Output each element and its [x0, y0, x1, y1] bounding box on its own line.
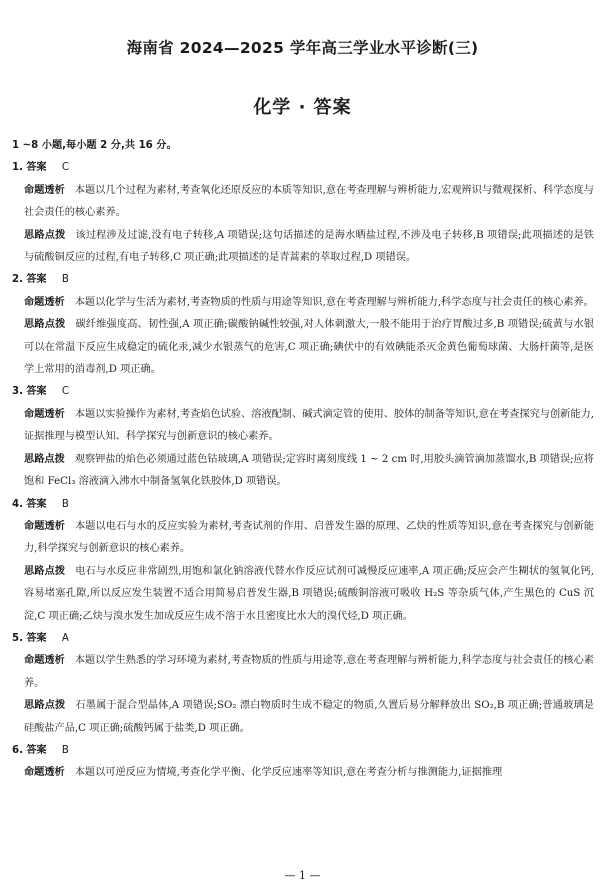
analysis-tag: 命题透析 — [24, 408, 65, 420]
question-header — [12, 740, 594, 762]
hint-text: 电石与水反应非常剧烈,用饱和氯化钠溶液代替水作反应试剂可减慢反应速率,A 项正确;反应会产生糊状的氢氧化钙,容易堵塞孔隙,所以反应发生装置不适合用简易启普发生器,B 项错误;硫酸铜溶液可吸收 H₂S 等杂质气体,产生黑色的 CuS 沉淀,C 项正确;乙炔与溴水发生加成反应生成不溶于水且密度比水大的溴代烃,D 项正确。 — [24, 565, 594, 622]
answer-value: C — [61, 162, 69, 174]
question-number: 2. — [12, 274, 23, 286]
hint-paragraph — [12, 695, 594, 740]
question-header — [12, 157, 594, 179]
analysis-text: 本题以几个过程为素材,考查氧化还原反应的本质等知识,意在考查理解与辨析能力,宏观辨识与微观探析、科学态度与社会责任的核心素养。 — [24, 184, 594, 219]
hint-tag: 思路点拨 — [24, 319, 66, 331]
answer-value: B — [61, 744, 69, 756]
hint-tag: 思路点拨 — [24, 229, 66, 241]
analysis-text: 本题以实验操作为素材,考查焰色试验、溶液配制、碱式滴定管的使用、胶体的制备等知识,意在考查探究与创新能力,证据推理与模型认知、科学探究与创新意识的核心素养。 — [24, 408, 594, 443]
document-title: 海南省 2024—2025 学年高三学业水平诊断(三) — [126, 39, 479, 57]
answer-label: 答案 — [26, 386, 47, 398]
hint-paragraph — [12, 449, 594, 494]
answer-value: C — [61, 386, 69, 398]
section-intro: 1 ~8 小题,每小题 2 分,共 16 分。 — [12, 140, 177, 151]
answer-label: 答案 — [26, 744, 47, 756]
document-subtitle: 化学 · 答案 — [253, 97, 352, 118]
question-header — [12, 628, 594, 650]
analysis-tag: 命题透析 — [24, 296, 65, 308]
question-header — [12, 269, 594, 291]
analysis-tag: 命题透析 — [24, 184, 65, 196]
analysis-tag: 命题透析 — [24, 520, 65, 532]
analysis-tag: 命题透析 — [24, 767, 65, 779]
answer-label: 答案 — [26, 274, 47, 286]
question-number: 6. — [12, 744, 23, 756]
answer-content — [12, 135, 594, 785]
hint-text: 石墨属于混合型晶体,A 项错误;SO₂ 漂白物质时生成不稳定的物质,久置后易分解释放出 SO₂,B 项正确;普通玻璃是硅酸盐产品,C 项正确;硫酸钙属于盐类,D 项正确。 — [24, 700, 594, 734]
hint-tag: 思路点拨 — [24, 453, 65, 465]
question-header — [12, 494, 594, 516]
hint-paragraph — [12, 314, 594, 381]
answer-value: B — [61, 498, 69, 510]
answer-value: A — [61, 632, 69, 644]
analysis-paragraph — [12, 292, 594, 314]
hint-tag: 思路点拨 — [24, 565, 66, 577]
hint-text: 该过程涉及过滤,没有电子转移,A 项错误;这句话描述的是海水晒盐过程,不涉及电子转移,B 项错误;此项描述的是铁与硫酸铜反应的过程,有电子转移,C 项正确;此项描述的是青蒿素的萃取过程,D 项错误。 — [24, 229, 595, 264]
hint-text: 碳纤维强度高、韧性强,A 项正确;碳酸钠碱性较强,对人体刺激大,一般不能用于治疗胃酸过多,B 项错误;硫黄与水银可以在常温下反应生成稳定的硫化汞,减少水银蒸气的危害,C 项正确;碘伏中的有效碘能杀灭金黄色葡萄球菌、大肠杆菌等,是医学上常用的消毒剂,D 项正确。 — [24, 319, 595, 376]
question-number: 1. — [12, 162, 23, 174]
analysis-text: 本题以可逆反应为情境,考查化学平衡、化学反应速率等知识,意在考查分析与推测能力,证据推理 — [74, 767, 503, 779]
question-number: 3. — [12, 386, 23, 398]
analysis-text: 本题以化学与生活为素材,考查物质的性质与用途等知识,意在考查理解与辨析能力,科学态度与社会责任的核心素养。 — [74, 296, 594, 308]
analysis-text: 本题以学生熟悉的学习环境为素材,考查物质的性质与用途等,意在考查理解与辨析能力,科学态度与社会责任的核心素养。 — [24, 655, 594, 689]
answer-label: 答案 — [26, 632, 47, 644]
hint-paragraph — [12, 225, 594, 270]
hint-paragraph — [12, 561, 594, 628]
hint-tag: 思路点拨 — [24, 700, 66, 712]
page-number: — 1 — — [284, 869, 321, 882]
answer-value: B — [61, 274, 69, 286]
answer-label: 答案 — [26, 162, 47, 174]
analysis-paragraph — [12, 762, 594, 784]
analysis-paragraph — [12, 650, 594, 695]
question-header — [12, 381, 594, 403]
analysis-tag: 命题透析 — [24, 655, 65, 667]
analysis-text: 本题以电石与水的反应实验为素材,考查试剂的作用、启普发生器的原理、乙炔的性质等知识,意在考查探究与创新能力,科学探究与创新意识的核心素养。 — [24, 520, 594, 555]
analysis-paragraph — [12, 180, 594, 225]
question-number: 5. — [12, 632, 23, 644]
analysis-paragraph — [12, 404, 594, 449]
hint-text: 观察钾盐的焰色必须通过蓝色钴玻璃,A 项错误;定容时离刻度线 1 ~ 2 cm 时,用胶头滴管滴加蒸馏水,B 项错误;应将饱和 FeCl₃ 溶液滴入沸水中制备氢氧化铁胶体,D 项错误。 — [24, 453, 594, 488]
answer-label: 答案 — [26, 498, 47, 510]
analysis-paragraph — [12, 516, 594, 561]
question-number: 4. — [12, 498, 23, 510]
